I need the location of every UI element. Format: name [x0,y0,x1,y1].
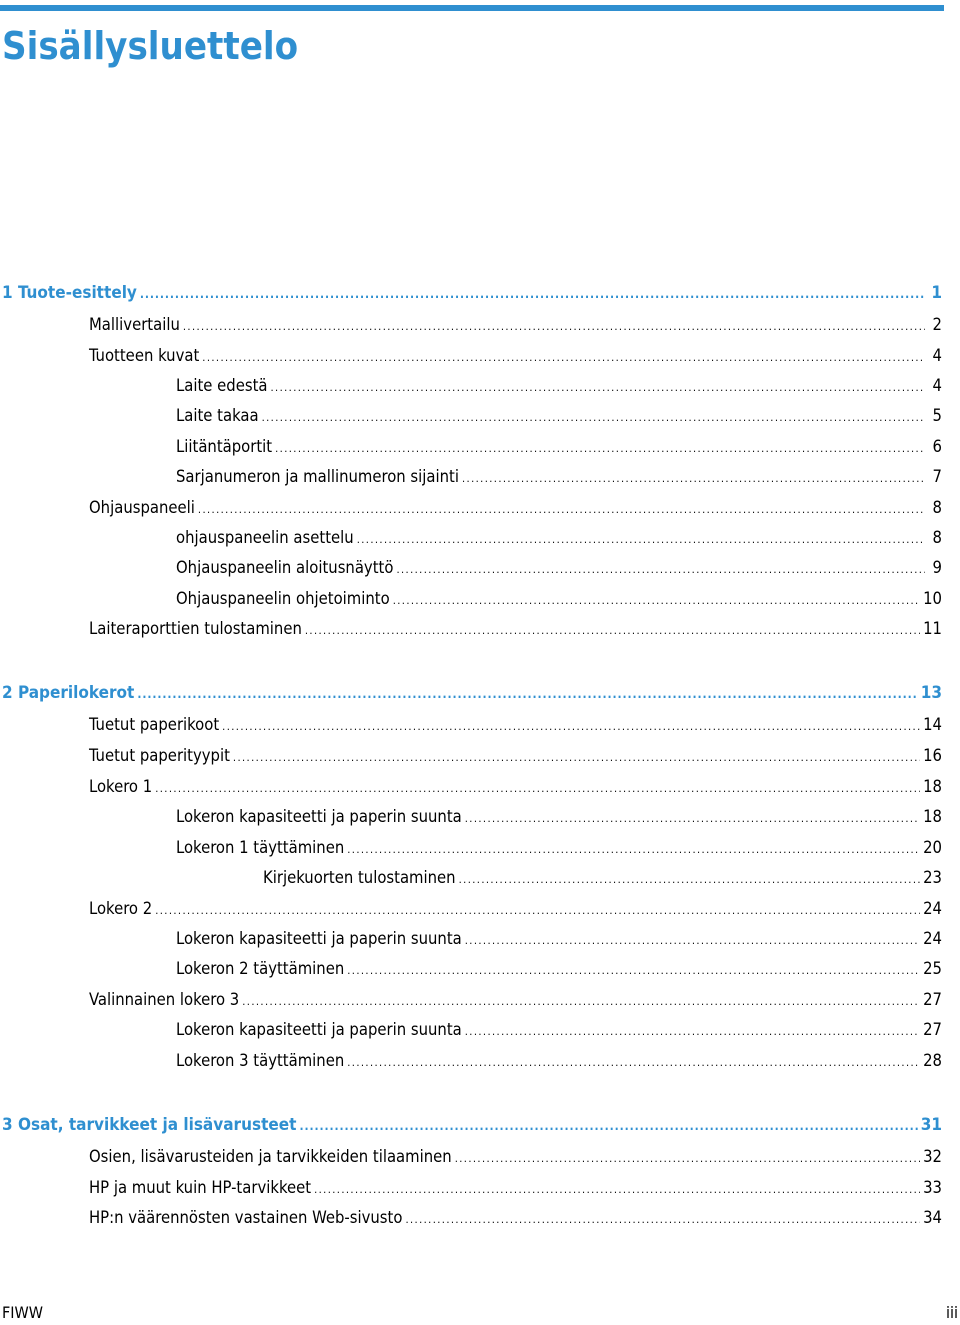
toc-entry-title: Mallivertailu [89,315,180,334]
toc-entry[interactable] [176,1049,942,1073]
toc-dot-leader [183,315,925,339]
toc-entry[interactable] [176,805,942,829]
toc-dot-leader [396,558,925,582]
toc-entry[interactable] [176,957,942,981]
toc-page-number: 8 [932,528,942,547]
toc-dot-leader [140,282,925,306]
toc-entry[interactable] [176,927,942,951]
toc-entry-title: Lokeron kapasiteetti ja paperin suunta [176,807,462,826]
toc-entry[interactable] [176,435,942,459]
toc-page-number: 4 [932,346,942,365]
toc-dot-leader [465,929,920,953]
toc-page-number: 20 [923,838,942,857]
toc-dot-leader [347,838,920,862]
toc-dot-leader [357,528,925,552]
toc-page-number: 10 [923,589,942,608]
toc-dot-leader [233,746,920,770]
toc-entry-title: Laiteraporttien tulostaminen [89,619,302,638]
toc-page-number: 18 [923,807,942,826]
toc-entry-title: Kirjekuorten tulostaminen [263,868,456,887]
toc-entry-title: Lokero 2 [89,899,153,918]
toc-dot-leader [465,1020,920,1044]
toc-page-number: 18 [923,777,942,796]
toc-dot-leader [462,467,925,491]
toc-entry[interactable] [89,617,942,641]
toc-entry-title: Tuetut paperikoot [89,715,220,734]
toc-entry[interactable] [89,496,942,520]
toc-entry[interactable] [176,374,942,398]
toc-page-number: 8 [932,498,942,517]
toc-dot-leader [347,959,920,983]
toc-entry-title: Liitäntäportit [176,437,273,456]
toc-entry[interactable] [89,1145,942,1169]
toc-entry-title: HP:n väärennösten vastainen Web-sivusto [89,1208,403,1227]
toc-dot-leader [465,807,920,831]
toc-dot-leader [137,682,917,706]
toc-page-number: 5 [932,406,942,425]
toc-page-number: 16 [923,746,942,765]
toc-entry-title: Tuotteen kuvat [89,346,200,365]
toc-entry-title: Sarjanumeron ja mallinumeron sijainti [176,467,459,486]
toc-page-number: 24 [923,899,942,918]
toc-entry-title: Tuetut paperityypit [89,746,230,765]
toc-entry-title: Laite takaa [176,406,259,425]
toc-entry-title: 3 Osat, tarvikkeet ja lisävarusteet [2,1115,297,1135]
toc-entry[interactable] [263,866,942,890]
toc-entry[interactable] [176,1018,942,1042]
toc-entry-title: HP ja muut kuin HP-tarvikkeet [89,1178,312,1197]
toc-page-number: 23 [923,868,942,887]
toc-entry[interactable] [176,404,942,428]
toc-dot-leader [242,990,920,1014]
toc-chapter-entry[interactable] [2,681,942,705]
toc-page-number: 13 [920,683,942,703]
toc-entry[interactable] [176,465,942,489]
toc-entry-title: Laite edestä [176,376,268,395]
toc-entry-title: ohjauspaneelin asettelu [176,528,354,547]
toc-entry-title: Osien, lisävarusteiden ja tarvikkeiden tilaaminen [89,1147,452,1166]
toc-entry[interactable] [89,1206,942,1230]
toc-page-number: 11 [923,619,942,638]
toc-page-number: 2 [932,315,942,334]
toc-page-number: 31 [920,1115,942,1135]
toc-entry-title: Lokeron kapasiteetti ja paperin suunta [176,929,462,948]
toc-entry-title: Ohjauspaneeli [89,498,195,517]
toc-entry[interactable] [89,775,942,799]
footer-page-number: iii [946,1303,958,1322]
toc-dot-leader [202,346,925,370]
toc-page-number: 4 [932,376,942,395]
toc-page-number: 24 [923,929,942,948]
toc-page-number: 7 [932,467,942,486]
toc-dot-leader [155,899,920,923]
toc-page-number: 34 [923,1208,942,1227]
toc-dot-leader [305,619,920,643]
toc-dot-leader [393,589,920,613]
toc-dot-leader [222,715,920,739]
toc-entry[interactable] [89,744,942,768]
toc-entry[interactable] [89,897,942,921]
toc-entry-title: Valinnainen lokero 3 [89,990,240,1009]
toc-dot-leader [262,406,925,430]
toc-page-number: 9 [932,558,942,577]
toc-entry-title: 2 Paperilokerot [2,683,135,703]
footer-left-label: FIWW [2,1303,43,1322]
toc-entry-title: Ohjauspaneelin aloitusnäyttö [176,558,394,577]
toc-dot-leader [459,868,921,892]
toc-entry[interactable] [89,713,942,737]
toc-page-number: 33 [923,1178,942,1197]
toc-entry[interactable] [89,313,942,337]
toc-entry[interactable] [176,836,942,860]
toc-entry[interactable] [176,526,942,550]
toc-entry[interactable] [89,988,942,1012]
toc-dot-leader [299,1114,917,1138]
toc-entry[interactable] [89,1176,942,1200]
toc-chapter-entry[interactable] [2,281,942,305]
toc-dot-leader [314,1178,920,1202]
toc-entry[interactable] [89,344,942,368]
toc-entry-title: Lokeron 2 täyttäminen [176,959,345,978]
toc-page-number: 32 [923,1147,942,1166]
toc-page-number: 1 [931,283,942,303]
toc-entry-title: Lokero 1 [89,777,153,796]
toc-dot-leader [347,1051,920,1075]
toc-chapter-entry[interactable] [2,1113,942,1137]
toc-page-number: 6 [932,437,942,456]
toc-entry-title: Lokeron kapasiteetti ja paperin suunta [176,1020,462,1039]
toc-page-number: 27 [923,1020,942,1039]
toc-entry[interactable] [176,587,942,611]
toc-dot-leader [271,376,926,400]
toc-entry-title: Lokeron 1 täyttäminen [176,838,345,857]
toc-page-number: 27 [923,990,942,1009]
toc-dot-leader [405,1208,920,1232]
toc-entry-title: 1 Tuote-esittely [2,283,137,303]
toc-dot-leader [455,1147,920,1171]
toc-page-number: 25 [923,959,942,978]
toc-dot-leader [198,498,925,522]
toc-dot-leader [275,437,925,461]
toc-entry-title: Ohjauspaneelin ohjetoiminto [176,589,390,608]
toc-entry[interactable] [176,556,942,580]
toc-dot-leader [155,777,920,801]
page-title: Sisällysluettelo [2,24,299,68]
toc-page-number: 28 [923,1051,942,1070]
toc-page-number: 14 [923,715,942,734]
toc-entry-title: Lokeron 3 täyttäminen [176,1051,345,1070]
